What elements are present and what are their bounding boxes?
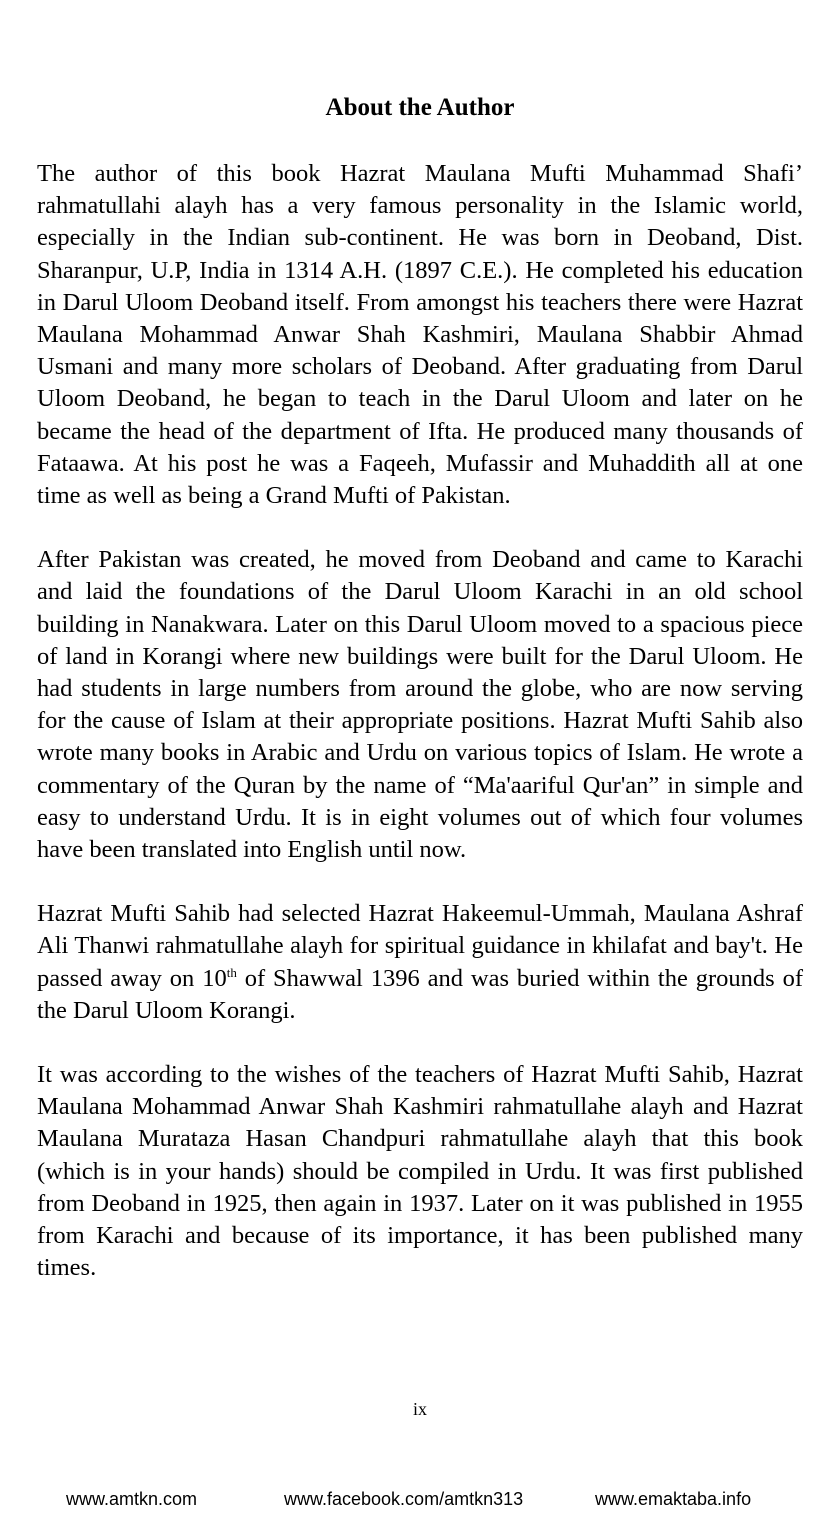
paragraph-book-history: It was according to the wishes of the teachers of Hazrat Mufti Sahib, Hazrat Maulana Mohammad Anwar Shah Kashmiri rahmatullahe alayh and Hazrat Maulana Murataza Hasan Chandpuri rahmatullahe alayh that this book (which is in your hands) should be compiled in Urdu. It was first published from Deoband in 1925, then again in 1937. Later on it was published in 1955 from Karachi and because of its importance, it has been published many times. bbox=[37, 1061, 803, 1282]
page-title: About the Author bbox=[325, 94, 515, 121]
footer-link-facebook[interactable]: www.facebook.com/amtkn313 bbox=[284, 1489, 524, 1509]
paragraph-biography: The author of this book Hazrat Maulana Mufti Muhammad Shafi’ rahmatullahi alayh has a very famous personality in the Islamic world, especially in the Indian sub-continent. He was born in Deoband, Dist. Sharanpur, U.P, India in 1314 A.H. (1897 C.E.). He completed his education in Darul Uloom Deoband itself. From amongst his teachers there were Hazrat Maulana Mohammad Anwar Shah Kashmiri, Maulana Shabbir Ahmad Usmani and many more scholars of Deoband. After graduating from Darul Uloom Deoband, he began to teach in the Darul Uloom and later on he became the head of the department of Ifta. He produced many thousands of Fataawa. At his post he was a Faqeeh, Mufassir and Muhaddith all at one time as well as being a Grand Mufti of Pakistan. bbox=[37, 160, 803, 510]
ordinal-superscript: th bbox=[226, 964, 237, 980]
paragraph-text-end: of Shawwal 1396 and was buried within the grounds of the Darul Uloom Korangi. bbox=[37, 964, 803, 1024]
paragraph-darul-uloom-karachi: After Pakistan was created, he moved from Deoband and came to Karachi and laid the foundations of the Darul Uloom Karachi in an old school building in Nanakwara. Later on this Darul Uloom moved to a spacious piece of land in Korangi where new buildings were built for the Darul Uloom. He had students in large numbers from around the globe, who are now serving for the cause of Islam at their appropriate positions. Hazrat Mufti Sahib also wrote many books in Arabic and Urdu on various topics of Islam. He wrote a commentary of the Quran by the name of “Ma'aariful Qur'an” in simple and easy to understand Urdu. It is in eight volumes out of which four volumes have been translated into English until now. bbox=[37, 546, 803, 864]
paragraph-spiritual-guidance bbox=[37, 898, 803, 1027]
paragraph-text-start: Hazrat Mufti Sahib had selected Hazrat Hakeemul-Ummah, Maulana Ashraf Ali Thanwi rahmatullahe alayh for spiritual guidance in khilafat and bay't. He passed away on 10 bbox=[37, 900, 803, 992]
footer-link-amtkn[interactable]: www.amtkn.com bbox=[66, 1489, 198, 1509]
page-number: ix bbox=[412, 1399, 427, 1419]
body-text bbox=[37, 158, 803, 1285]
footer-link-emaktaba[interactable]: www.emaktaba.info bbox=[595, 1489, 752, 1509]
